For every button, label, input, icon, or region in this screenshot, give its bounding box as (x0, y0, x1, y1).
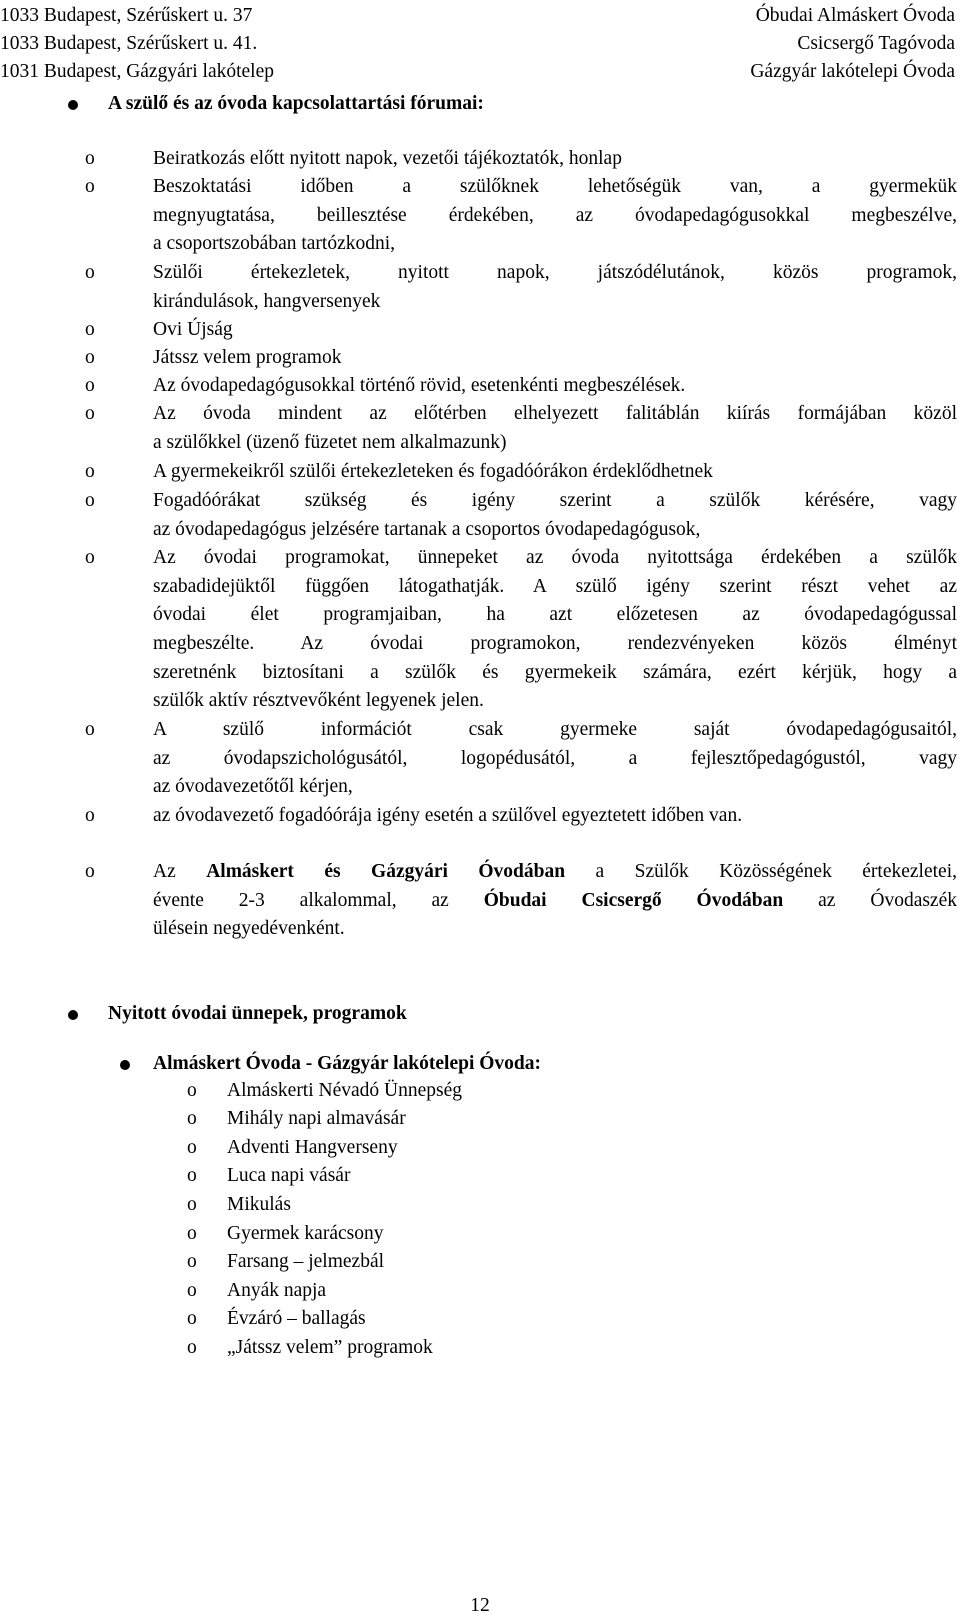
bullet-o-icon: o (187, 1137, 197, 1158)
bullet-icon (68, 1010, 78, 1020)
bullet-o-icon: o (85, 262, 95, 283)
header-line-2 (0, 30, 955, 58)
list-item: Az óvodai programokat, ünnepeket az óvoda nyitottsága érdekében a szülők szabadidejüktől függően látogathatják. A szülő igény szerint részt vehet az óvodai élet programjaiban, ha azt előzetesen az óvodapedagógussal megbeszélte. Az óvodai programokon, rendezvényeken közös élményt szeretnénk biztosítani a szülők és gyermekeik számára, ezért kérjük, hogy a szülők aktív résztvevőként legyenek jelen. (153, 547, 957, 712)
list-item: Gyermek karácsony (227, 1223, 384, 1244)
section-title: A szülő és az óvoda kapcsolattartási fórumai: (108, 93, 484, 114)
bullet-o-icon: o (85, 805, 95, 826)
section-title: Nyitott óvodai ünnepek, programok (108, 1003, 407, 1024)
list-item: Mikulás (227, 1194, 291, 1215)
bullet-o-icon: o (85, 461, 95, 482)
bullet-o-icon: o (85, 347, 95, 368)
list-item: „Játssz velem” programok (227, 1337, 433, 1358)
list-item: Beszoktatási időben a szülőknek lehetőségük van, a gyermekük megnyugtatása, beillesztése érdekében, az óvodapedagógusokkal megbeszélve, a csoportszobában tartózkodni, (153, 176, 957, 255)
header-address: 1033 Budapest, Szérűskert u. 41. (0, 33, 258, 54)
forum-paragraph: Az Almáskert és Gázgyári Óvodában a Szülők Közösségének értekezletei, évente 2-3 alkalommal, az Óbudai Csicsergő Óvodában az Óvodaszék ülésein negyedévenként. (153, 861, 957, 940)
bullet-o-icon: o (187, 1108, 197, 1129)
header-address: 1033 Budapest, Szérűskert u. 37 (0, 5, 253, 26)
subsection-title: Almáskert Óvoda - Gázgyár lakótelepi Óvoda: (153, 1053, 541, 1074)
bullet-o-icon: o (85, 319, 95, 340)
list-item: Almáskerti Névadó Ünnepség (227, 1080, 463, 1101)
header-kindergarten: Óbudai Almáskert Óvoda (755, 5, 955, 26)
bullet-o-icon: o (187, 1080, 197, 1101)
bullet-o-icon: o (85, 861, 95, 882)
bullet-o-icon: o (85, 547, 95, 568)
bullet-o-icon: o (85, 375, 95, 396)
bullet-o-icon: o (187, 1223, 197, 1244)
bullet-o-icon: o (85, 403, 95, 424)
bullet-o-icon: o (187, 1165, 197, 1186)
bullet-o-icon: o (187, 1251, 197, 1272)
list-item: Évzáró – ballagás (227, 1308, 366, 1329)
bullet-icon (68, 100, 78, 110)
list-item: Fogadóórákat szükség és igény szerint a szülők kérésére, vagy az óvodapedagógus jelzésére tartanak a csoportos óvodapedagógusok, (153, 490, 957, 540)
list-item: Farsang – jelmezbál (227, 1251, 385, 1272)
bullet-o-icon: o (187, 1280, 197, 1301)
list-item: Luca napi vásár (227, 1165, 351, 1186)
list-item: Adventi Hangverseny (227, 1137, 398, 1158)
list-item: Mihály napi almavásár (227, 1108, 406, 1129)
page-number: 12 (470, 1595, 490, 1616)
bullet-o-icon: o (85, 719, 95, 740)
bullet-o-icon: o (85, 490, 95, 511)
list-item: Ovi Újság (153, 319, 233, 340)
list-item: Az óvodapedagógusokkal történő rövid, esetenkénti megbeszélések. (153, 375, 686, 396)
list-item: Szülői értekezletek, nyitott napok, játszódélutánok, közös programok, kirándulások, hangversenyek (153, 262, 957, 312)
bullet-o-icon: o (187, 1194, 197, 1215)
bullet-o-icon: o (85, 176, 95, 197)
list-item: Beiratkozás előtt nyitott napok, vezetői tájékoztatók, honlap (153, 148, 622, 169)
bullet-o-icon: o (187, 1308, 197, 1329)
header-line-1 (0, 2, 955, 30)
header-kindergarten: Csicsergő Tagóvoda (797, 33, 955, 54)
header-kindergarten: Gázgyár lakótelepi Óvoda (750, 61, 955, 82)
bullet-o-icon: o (187, 1337, 197, 1358)
header-line-3 (0, 58, 955, 86)
header-address: 1031 Budapest, Gázgyári lakótelep (0, 61, 274, 82)
list-item: Az óvoda mindent az előtérben elhelyezett falitáblán kiírás formájában közöl a szülőkkel (üzenő füzetet nem alkalmazunk) (153, 403, 957, 453)
list-item: A szülő információt csak gyermeke saját óvodapedagógusaitól, az óvodapszichológusától, logopédusától, a fejlesztőpedagógustól, vagy az óvodavezetőtől kérjen, (153, 719, 957, 798)
bullet-icon (120, 1060, 130, 1070)
list-item: Játssz velem programok (153, 347, 342, 368)
list-item: A gyermekeikről szülői értekezleteken és fogadóórákon érdeklődhetnek (153, 461, 713, 482)
bullet-o-icon: o (85, 148, 95, 169)
list-item: Anyák napja (227, 1280, 327, 1301)
list-item: az óvodavezető fogadóórája igény esetén a szülővel egyeztetett időben van. (153, 805, 743, 826)
